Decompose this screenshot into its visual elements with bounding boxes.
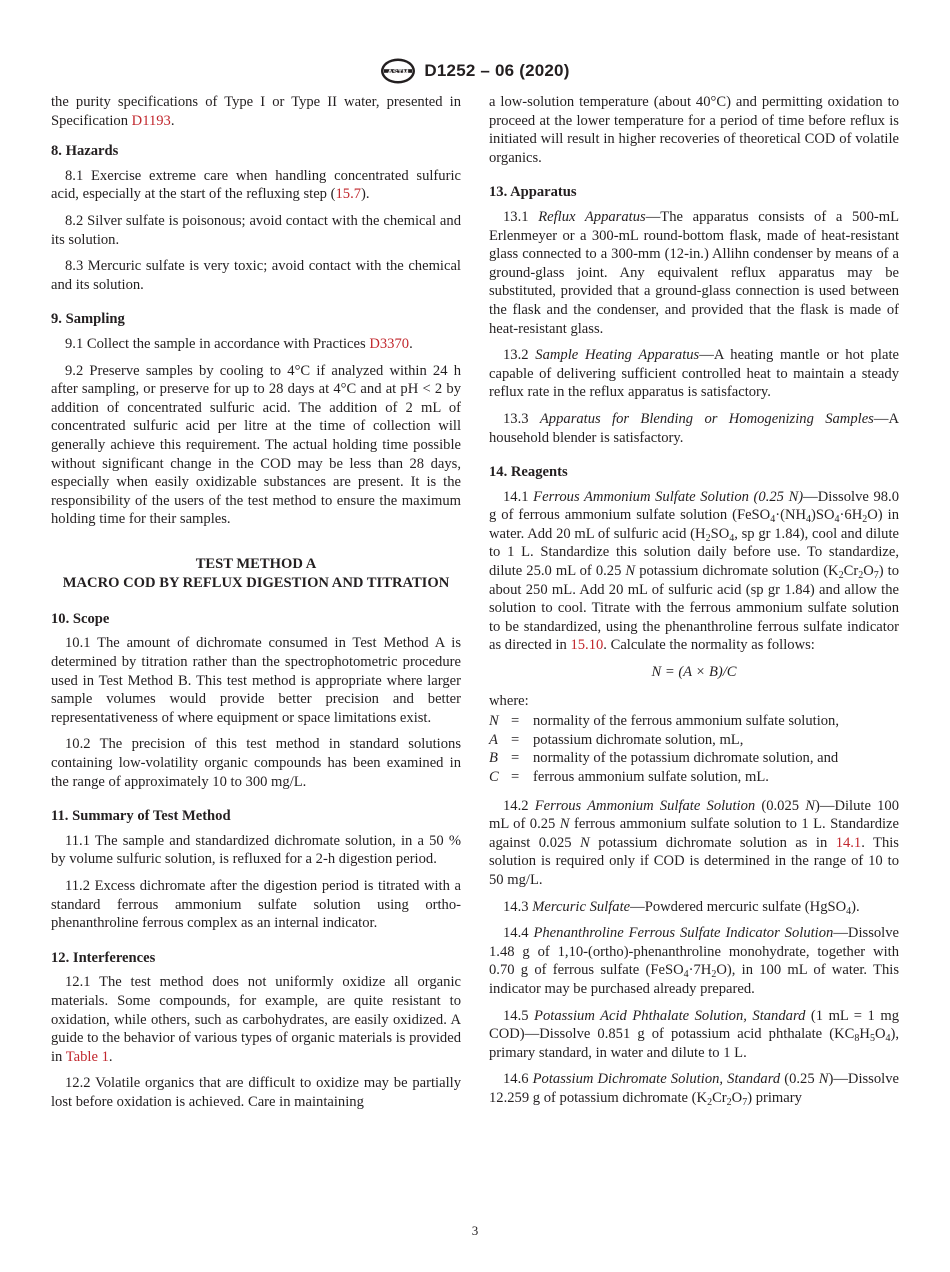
link-15-7[interactable]: 15.7 [335, 186, 362, 203]
astm-logo-text: ASTM [387, 67, 410, 77]
paragraph-11-1: 11.1 The sample and standardized dichromate solution, in a 50 % by volume sulfuric solution, is refluxed for a 2-h digestion period. [51, 832, 461, 868]
page-number: 3 [471, 1223, 479, 1238]
paragraph-8-3: 8.3 Mercuric sulfate is very toxic; avoid contact with the chemical and its solution. [51, 258, 461, 293]
heading-interferences: 12. Interferences [51, 949, 156, 966]
definition-row: A = potassium dichromate solution, mL, [489, 731, 744, 748]
paragraph-9-2: 9.2 Preserve samples by cooling to 4°C if analyzed within 24 h after sampling, or preserve for up to 28 days at 4°C and at pH < 2 by addition of concentrated sulfuric acid. The addition of 2 mL of concentrated sulfuric acid per litre at the time of collection will generally achieve this requirement. The actual holding time possible without significant change in the COD may be less than 28 days, especially when easily oxidizable substances are present. It is the responsibility of the users of the test method to ensure the maximum holding time for their samples. [51, 362, 461, 528]
paragraph-14-6: 14.6 Potassium Dichromate Solution, Standard (0.25 N)—Dissolve 12.259 g of potassium dichromate $(K_2Cr_2O_7)$ primary [489, 1071, 899, 1108]
astm-logo-icon [380, 57, 416, 85]
paragraph-10-1: 10.1 The amount of dichromate consumed in Test Method A is determined by titration rather than the spectrophotometric procedure used in Test Method B. This test method is appropriate where larger sample volumes would provide better precision and better representativeness of where equipment or space limitations exist. [51, 635, 461, 726]
link-d3370[interactable]: D3370 [369, 335, 410, 352]
paragraph-14-4: 14.4 Phenanthroline Ferrous Sulfate Indicator Solution—Dissolve 1.48 g of 1,10-(ortho)-phenanthroline monohydrate, together with 0.70 g of ferrous sulfate $(FeSO_4\cdot 7H_2O)$, in 100 mL of water. This indicator may be purchased already prepared. [489, 925, 900, 997]
heading-apparatus: 13. Apparatus [489, 184, 577, 201]
paragraph-12-1: 12.1 The test method does not uniformly oxidize all organic materials. Some compounds, for example, are quite resistant to oxidation, while others, such as carbohydrates, are easily oxidized. A guide to the behavior of various types of organic materials is provided in Table 1. [51, 974, 461, 1065]
paragraph-9-1: 9.1 Collect the sample in accordance with Practices D3370. [65, 335, 413, 352]
paragraph-continuation: the purity specifications of Type I or Type II water, presented in Specification D1193. [51, 94, 461, 129]
definition-row: B = normality of the potassium dichromate solution, and [489, 750, 839, 767]
left-column [51, 93, 461, 1120]
paragraph-13-3: 13.3 Apparatus for Blending or Homogenizing Samples—A household blender is satisfactory. [489, 410, 899, 446]
definition-row: C = ferrous ammonium sulfate solution, mL. [489, 769, 769, 785]
where-label: where: [489, 692, 529, 709]
heading-hazards: 8. Hazards [51, 143, 119, 160]
heading-sampling: 9. Sampling [51, 311, 125, 328]
link-table-1[interactable]: Table 1 [65, 1048, 109, 1065]
variable-definitions [489, 712, 899, 786]
right-column [489, 93, 899, 1116]
heading-scope: 10. Scope [51, 610, 110, 627]
test-method-title: TEST METHOD A MACRO COD BY REFLUX DIGESTION AND TITRATION [62, 555, 450, 592]
link-14-1[interactable]: 14.1 [835, 834, 862, 851]
heading-summary: 11. Summary of Test Method [51, 808, 231, 825]
paragraph-8-2: 8.2 Silver sulfate is poisonous; avoid contact with the chemical and its solution. [51, 212, 461, 248]
link-d1193[interactable]: D1193 [131, 112, 171, 129]
paragraph-12-2: 12.2 Volatile organics that are difficult to oxidize may be partially lost before oxidation is achieved. Care in maintaining [51, 1075, 461, 1110]
paragraph-14-2: 14.2 Ferrous Ammonium Sulfate Solution (0.025 N)—Dilute 100 mL of 0.25 N ferrous ammonium sulfate solution to 1 L. Standardize against 0.025 N potassium dichromate solution as in 14.1. This solution is required only if COD is determined in the range of 10 to 50 mg/L. [489, 797, 899, 888]
paragraph-14-3: 14.3 Mercuric Sulfate—Powdered mercuric sulfate (HgSO$_4$). [503, 898, 860, 917]
paragraph-14-1: 14.1 Ferrous Ammonium Sulfate Solution (0.25 N)—Dissolve 98.0 g of ferrous ammonium sulfate solution $(FeSO_4\cdot(NH_4)SO_4\cdot 6H_2O)$ in water. Add 20 mL of sulfuric acid ($H_2SO_4$, sp gr 1.84), cool and dilute to 1 L. Standardize this solution daily before use. To standardize, dilute 25.0 mL of 0.25 N potassium dichromate solution $(K_2Cr_2O_7)$ to about 250 mL. Add 20 mL of sulfuric acid (sp gr 1.84) and allow the solution to cool. Titrate with the ferrous ammonium sulfate solution to be standardized, using the phenanthroline ferrous sulfate indicator as directed in 15.10. Calculate the normality as follows: [489, 488, 900, 654]
paragraph-13-1: 13.1 Reflux Apparatus—The apparatus consists of a 500-mL Erlenmeyer or a 300-mL round-bottom flask, made of heat-resistant glass connected to a 300-mm (12-in.) Allihn condenser by means of a ground-glass joint. Any equivalent reflux apparatus may be substituted, provided that a ground-glass connection is used between the flask and the condenser, and provided that the flask is made of heat-resistant glass. [489, 208, 900, 337]
definition-row: N = normality of the ferrous ammonium sulfate solution, [489, 713, 840, 730]
heading-reagents: 14. Reagents [489, 464, 568, 481]
standard-designation: D1252 – 06 (2020) [424, 61, 570, 80]
normality-equation: N = (A × B)/C [651, 664, 737, 681]
paragraph-14-5: 14.5 Potassium Acid Phthalate Solution, Standard (1 mL = 1 mg COD)—Dissolve 0.851 g of potassium acid phthalate $(KC_8H_5O_4)$, primary standard, in water and dilute to 1 L. [489, 1007, 899, 1061]
paragraph-13-2: 13.2 Sample Heating Apparatus—A heating mantle or hot plate capable of delivering sufficient controlled heat to maintain a steady reflux rate in the reflux apparatus is satisfactory. [489, 347, 899, 401]
paragraph-continuation-right: a low-solution temperature (about 40°C) and permitting oxidation to proceed at the lower temperature for a period of time before reflux is initiated will result in higher recoveries of theoretical COD of volatile organics. [489, 94, 899, 166]
page-header [0, 57, 950, 85]
paragraph-11-2: 11.2 Excess dichromate after the digestion period is titrated with a standard ferrous ammonium sulfate solution using ortho-phenanthroline ferrous complex as an internal indicator. [51, 878, 461, 932]
paragraph-8-1: 8.1 Exercise extreme care when handling concentrated sulfuric acid, especially at the start of the refluxing step (15.7). [51, 167, 461, 203]
link-15-10[interactable]: 15.10 [570, 637, 604, 654]
paragraph-10-2: 10.2 The precision of this test method in standard solutions containing low-volatility organic compounds has been examined in the range of approximately 10 to 300 mg/L. [51, 736, 461, 790]
